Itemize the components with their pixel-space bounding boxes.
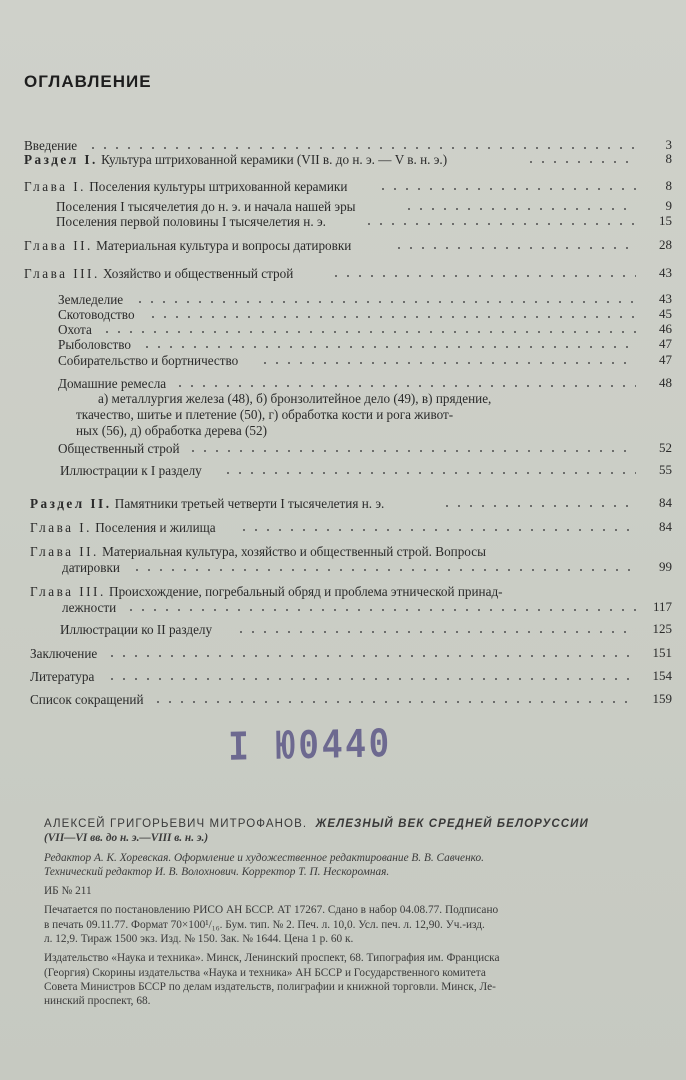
colophon-publisher-line-2: (Георгия) Скорины издательства «Наука и техника» АН БССР и Государственного комитета <box>44 966 486 979</box>
toc-dot-leader <box>403 205 636 213</box>
colophon-editors-line-1: Редактор А. К. Хоревская. Оформление и художественное редактирование В. В. Савченко. <box>44 851 484 864</box>
toc-entry-title: Собирательство и бортничество <box>58 353 239 368</box>
toc-dot-leader <box>147 313 636 321</box>
toc-entry <box>30 646 97 661</box>
toc-entry-title: Скотоводство <box>58 307 135 322</box>
toc-entry <box>30 584 503 599</box>
toc-entry <box>30 544 486 559</box>
toc-entry <box>98 391 491 406</box>
toc-page-number: 117 <box>652 599 672 614</box>
toc-entry-title: Материальная культура, хозяйство и общественный строй. Вопросы <box>98 544 486 559</box>
colophon-print-line-2: в печать 09.11.77. Формат 70×100¹/₁₆. Бум. тип. № 2. Печ. л. 10,0. Усл. печ. л. 12,90. Уч.-изд. <box>44 918 485 931</box>
toc-entry <box>58 353 238 368</box>
toc-dot-leader <box>363 220 636 228</box>
toc-entry <box>58 322 92 337</box>
colophon <box>44 817 664 1009</box>
inventory-stamp: I Ю0440 <box>228 722 393 774</box>
toc-entry-prefix: Глава II. <box>24 238 93 253</box>
toc-entry-title: Иллюстрации к I разделу <box>60 463 202 478</box>
toc-page-number: 8 <box>665 151 672 166</box>
toc-entry-title: Охота <box>58 322 92 337</box>
toc-entry <box>76 423 267 438</box>
toc-entry-title: Литература <box>30 669 95 684</box>
toc-entry-title: Памятники третьей четверти I тысячелетия н. э. <box>111 496 385 511</box>
colophon-ib-number: ИБ № 211 <box>44 885 92 898</box>
toc-entry <box>76 407 453 422</box>
toc-page-number: 48 <box>659 375 672 390</box>
toc-entry <box>58 337 131 352</box>
toc-entry-prefix: Глава III. <box>24 266 100 281</box>
colophon-subtitle: (VII—VI вв. до н. э.—VIII в. н. э.) <box>44 832 209 845</box>
toc-entry-title: Происхождение, погребальный обряд и проблема этнической принад- <box>105 584 503 599</box>
toc-page-number: 84 <box>659 495 672 510</box>
toc-dot-leader <box>106 675 636 683</box>
toc-entry-title: Список сокращений <box>30 692 144 707</box>
toc-page-number: 154 <box>652 668 672 683</box>
colophon-author: АЛЕКСЕЙ ГРИГОРЬЕВИЧ МИТРОФАНОВ. <box>44 818 308 830</box>
toc-entry <box>24 238 351 253</box>
toc-entry <box>24 152 447 167</box>
toc-entry <box>24 138 77 153</box>
toc-page-number: 47 <box>659 336 672 351</box>
toc-page-number: 47 <box>659 352 672 367</box>
toc-entry-prefix: Раздел I. <box>24 152 98 167</box>
page-title: ОГЛАВЛЕНИЕ <box>24 72 152 91</box>
toc-entry-title: Иллюстрации ко II разделу <box>60 622 213 637</box>
toc-entry-title: ткачество, шитье и плетение (50), г) обработка кости и рога живот- <box>76 407 454 422</box>
toc-entry-title: Общественный строй <box>58 441 180 456</box>
toc-page-number: 151 <box>652 645 672 660</box>
toc-entry <box>30 669 94 684</box>
toc-entry-title: Рыболовство <box>58 337 131 352</box>
toc-entry-title: Введение <box>24 138 78 153</box>
toc-entry <box>58 376 166 391</box>
toc-entry-title: Заключение <box>30 646 98 661</box>
toc-entry-title: Поселения культуры штрихованной керамики <box>85 179 348 194</box>
colophon-publisher-line-1: Издательство «Наука и техника». Минск, Ленинский проспект, 68. Типография им. Франциска <box>44 952 500 965</box>
toc-entry-prefix: Раздел II. <box>30 496 112 511</box>
toc-entry-title: Культура штрихованной керамики (VII в. до н. э. — V в. н. э.) <box>97 152 448 167</box>
toc-page-number: 55 <box>659 462 672 477</box>
toc-entry-title: а) металлургия железа (48), б) бронзолитейное дело (49), в) прядение, <box>98 391 492 406</box>
toc-dot-leader <box>187 447 636 455</box>
toc-dot-leader <box>235 628 636 636</box>
toc-page-number: 125 <box>652 621 672 636</box>
toc-dot-leader <box>125 606 636 614</box>
toc-entry-title: Поселения первой половины I тысячелетия н. э. <box>56 214 326 229</box>
toc-entry <box>30 692 144 707</box>
toc-dot-leader <box>238 526 636 534</box>
toc-page-number: 99 <box>659 559 672 574</box>
toc-entry-title: датировки <box>62 560 120 575</box>
toc-page-number: 52 <box>659 440 672 455</box>
toc-page-number: 15 <box>659 213 672 228</box>
toc-entry <box>62 600 116 615</box>
toc-entry-title: Поселения и жилища <box>91 520 216 535</box>
toc-dot-leader <box>441 502 636 510</box>
toc-dot-leader <box>222 469 636 477</box>
toc-dot-leader <box>152 698 636 706</box>
toc-dot-leader <box>131 566 636 574</box>
toc-entry-title: ных (56), д) обработка дерева (52) <box>76 423 267 438</box>
toc-dot-leader <box>141 343 636 351</box>
toc-entry <box>56 199 356 214</box>
toc-page-number: 159 <box>652 691 672 706</box>
toc-entry-prefix: Глава I. <box>24 179 86 194</box>
toc-entry-title: Поселения I тысячелетия до н. э. и начала нашей эры <box>56 199 356 214</box>
toc-page-number: 43 <box>659 291 672 306</box>
toc-entry-title: Материальная культура и вопросы датировки <box>92 238 352 253</box>
toc-dot-leader <box>259 359 636 367</box>
colophon-print-line-1: Печатается по постановлению РИСО АН БССР. АТ 17267. Сдано в набор 04.08.77. Подписано <box>44 904 499 917</box>
toc-page-number: 45 <box>659 306 672 321</box>
toc-dot-leader <box>377 185 636 193</box>
toc-entry <box>62 560 120 575</box>
toc-dot-leader <box>101 328 636 336</box>
toc-dot-leader <box>87 144 636 152</box>
colophon-book-title: ЖЕЛЕЗНЫЙ ВЕК СРЕДНЕЙ БЕЛОРУССИИ <box>315 818 589 830</box>
toc-entry <box>58 292 123 307</box>
toc-entry-title: Хозяйство и общественный строй <box>99 266 294 281</box>
toc-entry <box>30 496 384 511</box>
toc-page-number: 46 <box>659 321 672 336</box>
toc-dot-leader <box>174 382 636 390</box>
colophon-publisher-line-4: нинский проспект, 68. <box>44 995 151 1008</box>
toc-entry <box>58 307 135 322</box>
toc-dot-leader <box>393 244 636 252</box>
toc-entry-title: лежности <box>62 600 117 615</box>
toc-page-number: 9 <box>665 198 672 213</box>
toc-entry-prefix: Глава I. <box>30 520 92 535</box>
toc-dot-leader <box>106 652 636 660</box>
toc-dot-leader <box>134 298 636 306</box>
toc-entry <box>56 214 326 229</box>
toc-entry <box>24 179 347 194</box>
toc-entry <box>58 441 180 456</box>
toc-dot-leader <box>330 272 636 280</box>
toc-dot-leader <box>525 158 636 166</box>
toc-entry <box>60 622 212 637</box>
toc-page-number: 3 <box>665 137 672 152</box>
toc-page-number: 28 <box>659 237 672 252</box>
colophon-publisher-line-3: Совета Министров БССР по делам издательств, полиграфии и книжной торговли. Минск, Ле- <box>44 980 496 993</box>
toc-entry-prefix: Глава II. <box>30 544 99 559</box>
colophon-print-line-3: л. 12,9. Тираж 1500 экз. Изд. № 150. Зак. № 1644. Цена 1 р. 60 к. <box>44 933 354 946</box>
toc-entry-prefix: Глава III. <box>30 584 106 599</box>
toc-entry-title: Домашние ремесла <box>58 376 167 391</box>
toc-entry-title: Земледелие <box>58 292 124 307</box>
toc-page-number: 84 <box>659 519 672 534</box>
toc-page-number: 43 <box>659 265 672 280</box>
colophon-editors-line-2: Технический редактор И. В. Волохнович. Корректор Т. П. Нескоромная. <box>44 865 390 878</box>
toc-page-number: 8 <box>665 178 672 193</box>
toc-entry <box>60 463 202 478</box>
toc-entry <box>30 520 216 535</box>
toc-entry <box>24 266 293 281</box>
